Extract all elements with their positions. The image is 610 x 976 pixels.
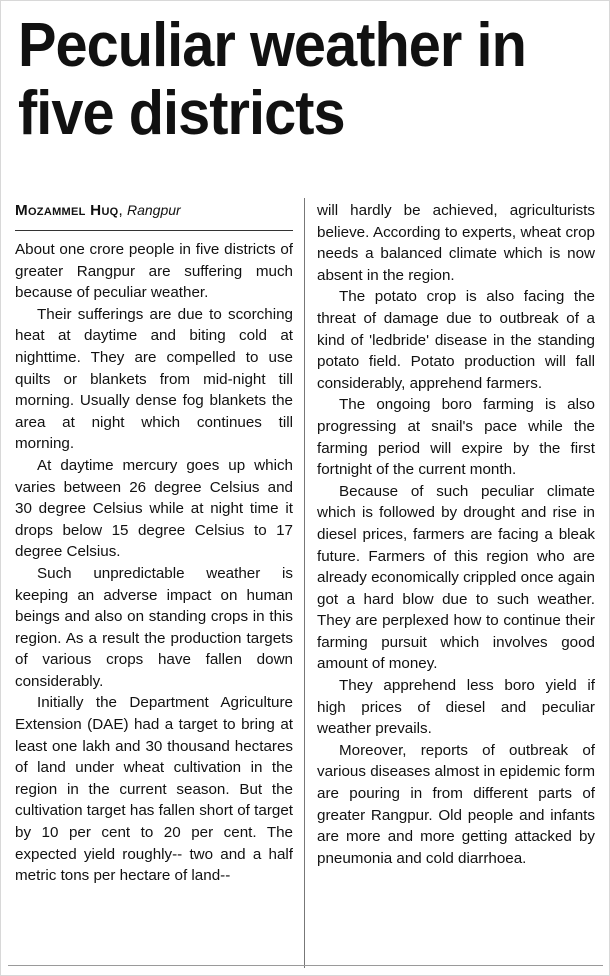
paragraph: Initially the Department Agriculture Extension (DAE) had a target to bring at least one lakh and 30 thousand hectares of land under wheat cultivation in the region in the current season. But the cultivation target has fallen short of target by 10 per cent to 20 per cent. The expected yield roughly-- two and a half metric tons per hectare of land-- — [15, 694, 293, 885]
paragraph: The potato crop is also facing the threat of damage due to outbreak of a kind of 'ledbride' disease in the standing potato field. Potato production will fall considerably, apprehend farmers. — [317, 288, 595, 392]
bottom-rule — [8, 965, 603, 966]
paragraph: Because of such peculiar climate which is followed by drought and rise in diesel prices, farmers are facing a bleak future. Farmers of this region who are already economically crippled once again got a hard blow due to such weather. They are perplexed how to continue their farming pursuit which involves good amount of money. — [317, 482, 595, 673]
headline: Peculiar weather in five districts — [18, 11, 526, 148]
paragraph: At daytime mercury goes up which varies between 26 degree Celsius and 30 degree Celsius while at night time it drops below 15 degree Celsius to 17 degree Celsius. — [15, 456, 293, 561]
column-divider — [304, 198, 305, 968]
byline-rule — [15, 230, 293, 231]
byline-author: Mozammel Huq — [15, 202, 119, 219]
paragraph: They apprehend less boro yield if high prices of diesel and peculiar weather prevails. — [317, 677, 595, 738]
byline-location: Rangpur — [127, 202, 181, 218]
paragraph: Moreover, reports of outbreak of various diseases almost in epidemic form are pouring in from different parts of greater Rangpur. Old people and infants are more and more getting attacked by pneumonia and cold diarrhoea. — [317, 741, 595, 867]
right-column — [317, 200, 595, 869]
paragraph: The ongoing boro farming is also progressing at snail's pace while the farming period will expire by the first fortnight of the current month. — [317, 396, 595, 479]
left-column — [15, 200, 293, 887]
paragraph: will hardly be achieved, agriculturists believe. According to experts, wheat crop needs a balanced climate which is now absent in the region. — [317, 202, 595, 284]
paragraph: About one crore people in five districts of greater Rangpur are suffering much because of peculiar weather. — [15, 241, 293, 302]
byline: Mozammel Huq, Rangpur — [15, 202, 181, 219]
paragraph: Such unpredictable weather is keeping an adverse impact on human beings and also on standing crops in this region. As a result the production targets of various crops have fallen down considerably. — [15, 564, 293, 690]
paragraph: Their sufferings are due to scorching heat at daytime and biting cold at nighttime. They are compelled to use quilts or blankets from mid-night till morning. Usually dense fog blankets the area at night which continues till morning. — [15, 305, 293, 453]
